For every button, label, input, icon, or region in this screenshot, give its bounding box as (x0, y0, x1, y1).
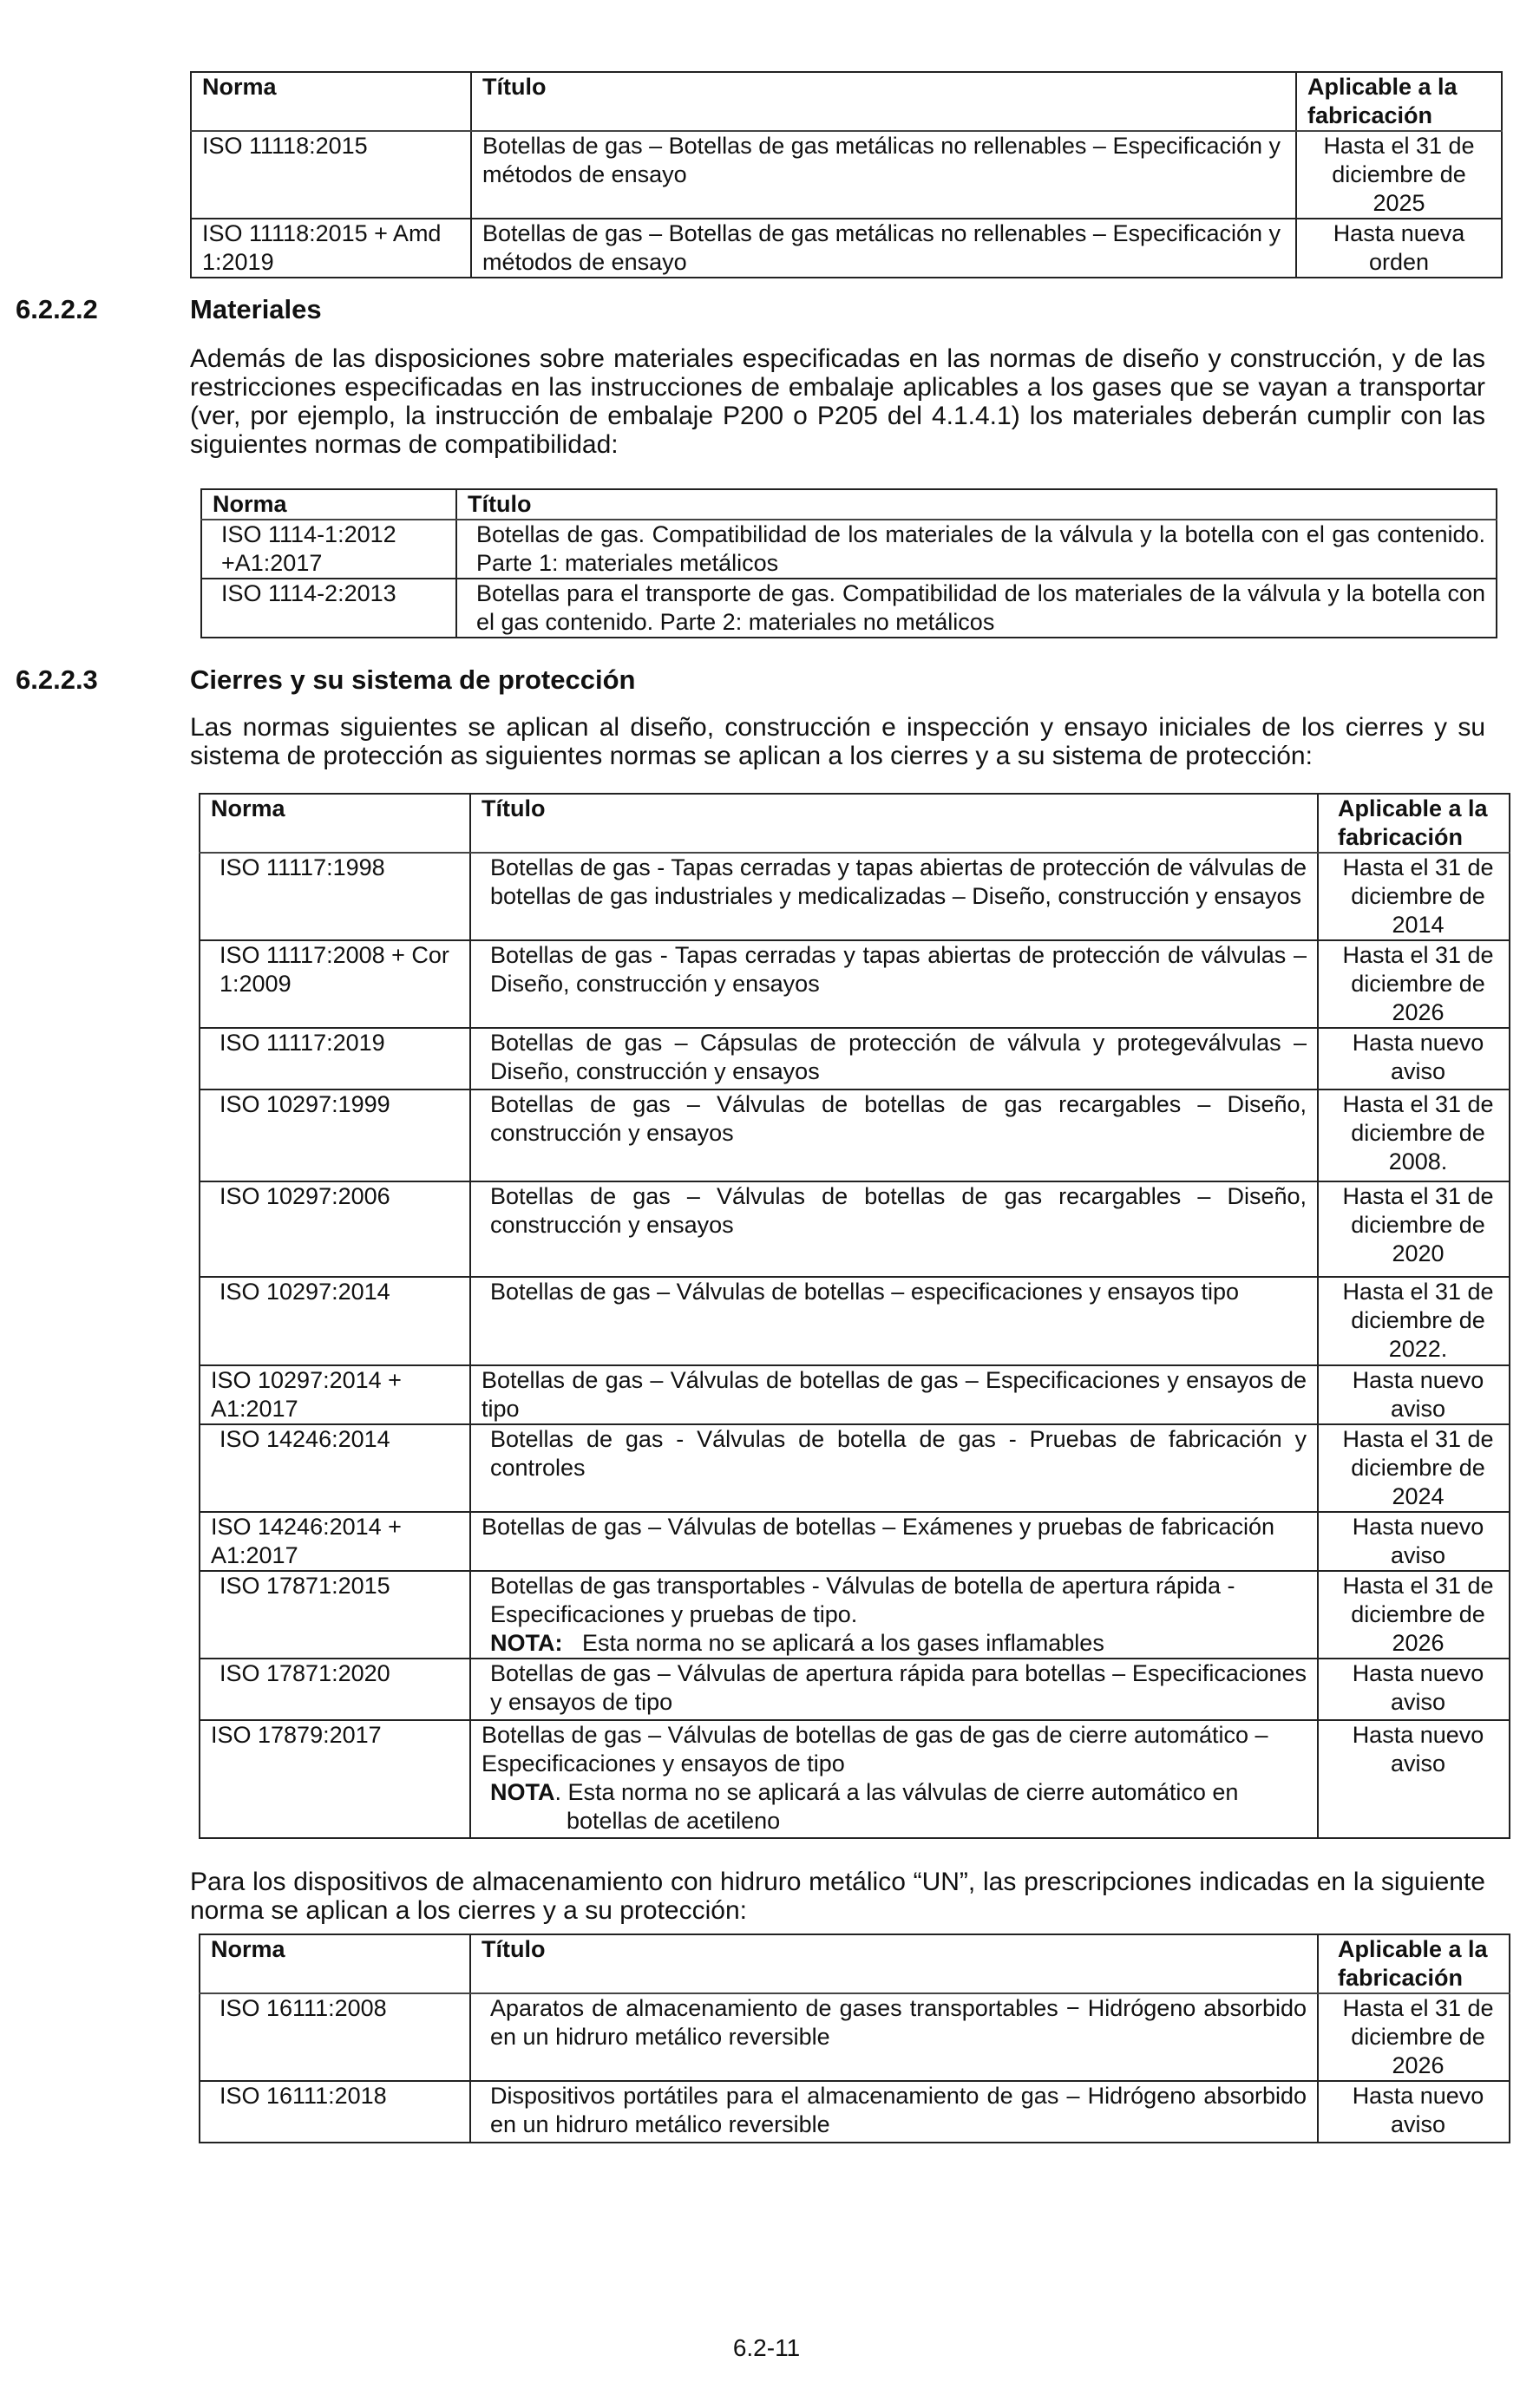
cell-titulo: Botellas de gas – Botellas de gas metálicas no rellenables – Especificación y métodos de ensayo (471, 219, 1296, 278)
table-row (200, 2081, 1510, 2143)
table-compatibility (200, 488, 1497, 638)
cell-norma: ISO 11117:2019 (200, 1028, 470, 1089)
hydride-paragraph: Para los dispositivos de almacenamiento con hidruro metálico “UN”, las prescripciones indicadas en la siguiente norma se aplican a los cierres y a su protección: (190, 1868, 1485, 1925)
col-header-norma: Norma (200, 794, 470, 853)
cell-titulo: Botellas de gas. Compatibilidad de los materiales de la válvula y la botella con el gas contenido. Parte 1: materiales metálicos (456, 520, 1497, 579)
cell-aplicable: Hasta nuevo aviso (1318, 2081, 1510, 2143)
col-header-norma: Norma (201, 489, 456, 520)
cell-titulo: Botellas de gas - Válvulas de botella de gas - Pruebas de fabricación y controles (470, 1424, 1318, 1512)
table-hydride (199, 1934, 1510, 2143)
cell-norma: ISO 17871:2020 (200, 1659, 470, 1720)
cell-titulo: Botellas de gas – Válvulas de botellas – especificaciones y ensayos tipo (470, 1277, 1318, 1365)
cell-aplicable: Hasta nuevo aviso (1318, 1512, 1510, 1571)
section-title: Materiales (190, 294, 322, 324)
titulo-text: Botellas de gas – Válvulas de botellas de gas de gas de cierre automático – Especificaciones y ensayos de tipo (482, 1722, 1268, 1777)
cell-titulo: Botellas de gas – Válvulas de botellas de gas recargables – Diseño, construcción y ensayos (470, 1089, 1318, 1181)
col-header-titulo: Título (456, 489, 1497, 520)
cell-norma: ISO 11117:2008 + Cor 1:2009 (200, 940, 470, 1028)
cell-norma: ISO 11118:2015 + Amd 1:2019 (191, 219, 471, 278)
cell-titulo: Botellas de gas - Tapas cerradas y tapas abiertas de protección de válvulas de botellas de gas industriales y medicalizadas – Diseño, construcción y ensayos (470, 853, 1318, 940)
cell-norma: ISO 10297:2014 + A1:2017 (200, 1365, 470, 1424)
col-header-aplicable: Aplicable a la fabricación (1318, 1934, 1510, 1993)
cell-titulo: Botellas para el transporte de gas. Compatibilidad de los materiales de la válvula y la botella con el gas contenido. Parte 2: materiales no metálicos (456, 579, 1497, 638)
cell-aplicable: Hasta nuevo aviso (1318, 1659, 1510, 1720)
col-header-aplicable: Aplicable a la fabricación (1296, 72, 1502, 131)
table-row (200, 1424, 1510, 1512)
cell-aplicable: Hasta el 31 de diciembre de 2020 (1318, 1181, 1510, 1277)
section-title: Cierres y su sistema de protección (190, 664, 636, 695)
cell-aplicable: Hasta el 31 de diciembre de 2026 (1318, 1993, 1510, 2081)
table-row (191, 131, 1502, 219)
cell-norma: ISO 16111:2018 (200, 2081, 470, 2143)
table-row (200, 1571, 1510, 1659)
note-label: NOTA: (490, 1630, 563, 1656)
cell-norma: ISO 14246:2014 + A1:2017 (200, 1512, 470, 1571)
table-row (200, 1181, 1510, 1277)
section-number: 6.2.2.3 (16, 664, 98, 695)
table-row (191, 219, 1502, 278)
section-paragraph: Además de las disposiciones sobre materiales especificadas en las normas de diseño y construcción, y de las restricciones especificadas en las instrucciones de embalaje aplicables a los gases que se vayan a transportar (ver, por ejemplo, la instrucción de embalaje P200 o P205 del 4.1.4.1) los materiales deberán cumplir con las siguientes normas de compatibilidad: (190, 344, 1485, 459)
cell-titulo: Botellas de gas – Válvulas de apertura rápida para botellas – Especificaciones y ensayos de tipo (470, 1659, 1318, 1720)
cell-norma: ISO 1114-1:2012 +A1:2017 (201, 520, 456, 579)
col-header-titulo: Título (470, 794, 1318, 853)
cell-aplicable: Hasta el 31 de diciembre de 2008. (1318, 1089, 1510, 1181)
cell-titulo (470, 1571, 1318, 1659)
cell-titulo: Botellas de gas – Válvulas de botellas – Exámenes y pruebas de fabricación (470, 1512, 1318, 1571)
cell-norma: ISO 16111:2008 (200, 1993, 470, 2081)
table-row (200, 1365, 1510, 1424)
cell-titulo: Botellas de gas – Botellas de gas metálicas no rellenables – Especificación y métodos de ensayo (471, 131, 1296, 219)
cell-titulo (470, 1720, 1318, 1838)
col-header-titulo: Título (470, 1934, 1318, 1993)
cell-norma: ISO 10297:2014 (200, 1277, 470, 1365)
cell-titulo: Botellas de gas – Cápsulas de protección de válvula y protegeválvulas – Diseño, construcción y ensayos (470, 1028, 1318, 1089)
cell-titulo: Botellas de gas – Válvulas de botellas de gas – Especificaciones y ensayos de tipo (470, 1365, 1318, 1424)
note-text: . Esta norma no se aplicará a las válvulas de cierre automático en (554, 1779, 1239, 1805)
table-row (201, 579, 1497, 638)
table-row (200, 853, 1510, 940)
cell-norma: ISO 10297:2006 (200, 1181, 470, 1277)
col-header-norma: Norma (191, 72, 471, 131)
table-row (200, 1277, 1510, 1365)
cell-aplicable: Hasta el 31 de diciembre de 2026 (1318, 1571, 1510, 1659)
section-paragraph: Las normas siguientes se aplican al diseño, construcción e inspección y ensayo iniciales de los cierres y su sistema de protección as siguientes normas se aplican a los cierres y a su sistema de protección: (190, 713, 1485, 770)
cell-aplicable: Hasta nuevo aviso (1318, 1028, 1510, 1089)
table-row (200, 940, 1510, 1028)
cell-aplicable: Hasta el 31 de diciembre de 2025 (1296, 131, 1502, 219)
cell-aplicable: Hasta el 31 de diciembre de 2026 (1318, 940, 1510, 1028)
col-header-aplicable: Aplicable a la fabricación (1318, 794, 1510, 853)
cell-norma: ISO 17871:2015 (200, 1571, 470, 1659)
cell-aplicable: Hasta nueva orden (1296, 219, 1502, 278)
table-row (200, 1512, 1510, 1571)
cell-titulo: Botellas de gas – Válvulas de botellas de gas recargables – Diseño, construcción y ensayos (470, 1181, 1318, 1277)
cell-aplicable: Hasta el 31 de diciembre de 2022. (1318, 1277, 1510, 1365)
page-number: 6.2-11 (732, 2334, 801, 2361)
cell-titulo: Dispositivos portátiles para el almacenamiento de gas – Hidrógeno absorbido en un hidruro metálico reversible (470, 2081, 1318, 2143)
col-header-titulo: Título (471, 72, 1296, 131)
table-row (200, 1720, 1510, 1838)
cell-aplicable: Hasta nuevo aviso (1318, 1720, 1510, 1838)
titulo-text: Botellas de gas transportables - Válvulas de botella de apertura rápida - Especificaciones y pruebas de tipo. (490, 1573, 1235, 1627)
cell-aplicable: Hasta el 31 de diciembre de 2014 (1318, 853, 1510, 940)
cell-norma: ISO 1114-2:2013 (201, 579, 456, 638)
table-closures (199, 793, 1510, 1839)
note-label: NOTA (490, 1779, 555, 1805)
note-text-continued: botellas de acetileno (567, 1808, 781, 1834)
cell-norma: ISO 17879:2017 (200, 1720, 470, 1838)
table-row (200, 1659, 1510, 1720)
table-row (201, 520, 1497, 579)
cell-norma: ISO 11117:1998 (200, 853, 470, 940)
table-row (200, 1993, 1510, 2081)
table-row (200, 1028, 1510, 1089)
cell-aplicable: Hasta el 31 de diciembre de 2024 (1318, 1424, 1510, 1512)
cell-norma: ISO 11118:2015 (191, 131, 471, 219)
cell-titulo: Aparatos de almacenamiento de gases transportables − Hidrógeno absorbido en un hidruro metálico reversible (470, 1993, 1318, 2081)
col-header-norma: Norma (200, 1934, 470, 1993)
section-number: 6.2.2.2 (16, 294, 98, 324)
cell-norma: ISO 10297:1999 (200, 1089, 470, 1181)
table-row (200, 1089, 1510, 1181)
cell-aplicable: Hasta nuevo aviso (1318, 1365, 1510, 1424)
cell-titulo: Botellas de gas - Tapas cerradas y tapas abiertas de protección de válvulas – Diseño, construcción y ensayos (470, 940, 1318, 1028)
note-text: Esta norma no se aplicará a los gases inflamables (582, 1630, 1104, 1656)
table-standards-top (190, 71, 1503, 278)
cell-norma: ISO 14246:2014 (200, 1424, 470, 1512)
